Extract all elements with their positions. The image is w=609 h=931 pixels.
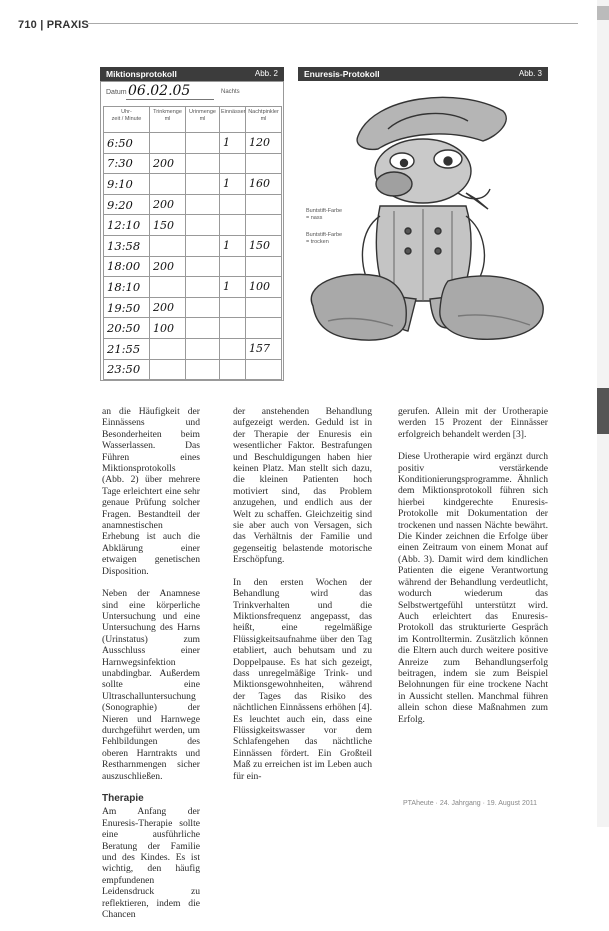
protocol-cell: 19:50 <box>104 297 150 318</box>
text-column-1 <box>102 406 200 931</box>
side-tab-marker-top <box>597 6 609 20</box>
figure1-titlebar <box>100 67 284 81</box>
protocol-cell: 6:50 <box>104 133 150 154</box>
paragraph: Am Anfang der Enuresis-Therapie sollte eine ausführliche Beratung der Familie und des Kindes. Es ist wichtig, den häufig empfundenen Leidensdruck zu reflektieren, indem die Chancen <box>102 806 200 921</box>
protocol-cell <box>150 174 186 195</box>
protocol-cell <box>220 194 246 215</box>
page-header <box>18 15 578 31</box>
protocol-cell <box>246 359 282 380</box>
figure1-number: Abb. 2 <box>254 69 278 78</box>
protocol-cell: 1 <box>220 277 246 298</box>
date-hint: Nachts <box>221 89 240 95</box>
col-header: Uhr- zeit / Minute <box>104 107 150 133</box>
protocol-cell: 160 <box>246 174 282 195</box>
protocol-cell: 150 <box>246 235 282 256</box>
date-label: Datum <box>106 89 127 96</box>
side-tab-marker <box>597 388 609 434</box>
figure2-title: Enuresis-Protokoll <box>304 69 380 79</box>
protocol-cell <box>186 359 220 380</box>
protocol-cell: 100 <box>246 277 282 298</box>
protocol-cell <box>220 318 246 339</box>
protocol-cell: 20:50 <box>104 318 150 339</box>
protocol-cell <box>220 338 246 359</box>
protocol-cell: 1 <box>220 174 246 195</box>
protocol-cell <box>186 318 220 339</box>
protocol-row <box>104 133 282 154</box>
protocol-cell <box>186 277 220 298</box>
protocol-cell <box>220 359 246 380</box>
paragraph: In den ersten Wochen der Behandlung wird das Trinkverhalten und die Miktionsfrequenz angepasst, das heißt, eine regelmäßige Flüssigkeitsaufnahme über den Tag etabliert, auch behutsam und zu Doppelpause. Es hat sich gezeigt, dass unregelmäßige Trink- und Miktionsgewohnheiten, während der Tages das Risiko des nächtlichen Einnässens erhöhen [4]. Es leuchtet auch ein, dass eine Flüssigkeitswasser vor dem Schlafengehen das nächtliche Einnässen fördert. Ein Großteil Maß zu erreichen ist im Leben auch für ein- <box>233 576 372 782</box>
protocol-row <box>104 338 282 359</box>
protocol-cell: 21:55 <box>104 338 150 359</box>
figure2-number: Abb. 3 <box>518 69 542 78</box>
protocol-cell <box>150 359 186 380</box>
protocol-row <box>104 215 282 236</box>
protocol-cell: 157 <box>246 338 282 359</box>
figure1-protocol-sheet <box>100 81 284 381</box>
protocol-cell: 18:00 <box>104 256 150 277</box>
protocol-cell <box>246 256 282 277</box>
protocol-row <box>104 318 282 339</box>
protocol-cell <box>186 215 220 236</box>
protocol-cell <box>246 194 282 215</box>
protocol-cell: 100 <box>150 318 186 339</box>
protocol-cell <box>220 153 246 174</box>
protocol-cell: 13:58 <box>104 235 150 256</box>
protocol-row <box>104 256 282 277</box>
legend-dry: Buntstift-Farbe = trocken <box>306 232 343 245</box>
protocol-cell: 120 <box>246 133 282 154</box>
protocol-header-row <box>104 107 282 133</box>
protocol-row <box>104 277 282 298</box>
left-boot-shape <box>311 274 406 340</box>
protocol-cell: 12:10 <box>104 215 150 236</box>
paragraph: Neben der Anamnese sind eine körperliche Untersuchung und eine Untersuchung des Harns (Urinstatus) zum Ausschluss einer Harnwegsinfektion unabdingbar. Außerdem sollte eine Ultraschalluntersuchung (Sonographie) der Nieren und Harnwege durchgeführt werden, um Fehlbildungen des oberen Harntrakts und Restharnmengen sicher auszuschließen. <box>102 588 200 782</box>
protocol-row <box>104 297 282 318</box>
page-footer: PTAheute · 24. Jahrgang · 19. August 2011 <box>403 800 537 807</box>
protocol-cell: 9:20 <box>104 194 150 215</box>
protocol-cell <box>150 133 186 154</box>
protocol-cell: 18:10 <box>104 277 150 298</box>
protocol-cell <box>150 235 186 256</box>
text-column-2 <box>233 406 372 793</box>
right-boot-shape <box>440 276 543 339</box>
protocol-cell: 9:10 <box>104 174 150 195</box>
text-column-3 <box>398 406 548 736</box>
protocol-row <box>104 153 282 174</box>
protocol-cell <box>186 297 220 318</box>
mascot-illustration <box>298 81 548 381</box>
paragraph: an die Häufigkeit der Einnässens und Besonderheiten beim Wasserlassen. Das Führen eines Miktionsprotokolls (Abb. 2) über mehrere Tage erleichtert eine sehr genaue Prüfung solcher Fragen. Bestandteil der anamnestischen Erhebung ist auch die Abklärung einer etwaigen genetischen Disposition. <box>102 406 200 577</box>
col-header: Urinmenge ml <box>186 107 220 133</box>
col-header: Einnässer <box>220 107 246 133</box>
protocol-cell: 200 <box>150 153 186 174</box>
col-header: Nachtpinkler ml <box>246 107 282 133</box>
figure2-enuresis-drawing <box>298 81 548 381</box>
protocol-cell: 1 <box>220 133 246 154</box>
protocol-cell <box>150 338 186 359</box>
protocol-cell <box>220 256 246 277</box>
legend-wet: Buntstift-Farbe = nass <box>306 208 343 221</box>
paragraph: gerufen. Allein mit der Urotherapie werden 15 Prozent der Einnässer erfolgreich behandelt werden [3]. <box>398 406 548 440</box>
protocol-cell <box>220 297 246 318</box>
protocol-cell <box>186 235 220 256</box>
protocol-row <box>104 235 282 256</box>
protocol-cell <box>150 277 186 298</box>
col-header: Trinkmenge ml <box>150 107 186 133</box>
figure2-titlebar <box>298 67 548 81</box>
protocol-cell: 23:50 <box>104 359 150 380</box>
date-line <box>126 99 214 100</box>
protocol-cell <box>186 338 220 359</box>
page-number: 710 | PRAXIS <box>18 19 89 31</box>
protocol-cell: 7:30 <box>104 153 150 174</box>
protocol-cell <box>246 318 282 339</box>
paragraph: Diese Urotherapie wird ergänzt durch positiv verstärkende Konditionierungsprogramme. Ähnlich dem Miktionsprotokoll führen sich hierbei kindgerechte Enuresis-Protokolle mit Dokumentation der trockenen und nassen Nächte bewährt. Die Kinder zeichnen die Erfolge über einen Zeitraum von einem Monat auf (Abb. 3). Damit wird dem kindlichen Patienten die eigene Verantwortung während der Behandlung verdeutlicht, wodurch wiederum das Selbstwertgefühl unterstützt wird. Auch erleichtert das Enuresis-Protokoll das strukturierte Gespräch im Kontrolltermin. Zusätzlich können die Eltern auch durch weitere positive Anreize zum Behandlungserfolg beitragen, indem sie zum Beispiel Belohnungen für eine trockene Nacht in Aussicht stellen. Manchmal führen allein schon diese Maßnahmen zum Erfolg. <box>398 451 548 725</box>
protocol-row <box>104 174 282 195</box>
protocol-cell <box>186 256 220 277</box>
protocol-cell <box>186 153 220 174</box>
protocol-cell <box>186 194 220 215</box>
protocol-cell: 200 <box>150 297 186 318</box>
protocol-row <box>104 359 282 380</box>
protocol-cell: 1 <box>220 235 246 256</box>
paragraph: der anstehenden Behandlung aufgezeigt werden. Geduld ist in der Therapie der Enuresis ein wesentlicher Faktor. Bestrafungen und Beschuldigungen haben hier keinen Platz. Man stellt sich dazu, die kleinen Patienten hoch motiviert sind, das Problem anzugehen, und endlich aus der Welt zu schaffen. Gleichzeitig sind sie aber auch von Versagen, sich das Verhältnis der Familie und gegenseitig belastende motorische Erschöpfung. <box>233 406 372 566</box>
protocol-cell <box>246 153 282 174</box>
protocol-cell: 150 <box>150 215 186 236</box>
header-rule <box>88 23 578 24</box>
protocol-cell <box>186 133 220 154</box>
figure1-title: Miktionsprotokoll <box>106 69 177 79</box>
protocol-cell: 200 <box>150 256 186 277</box>
protocol-cell <box>246 297 282 318</box>
protocol-cell <box>246 215 282 236</box>
protocol-cell: 200 <box>150 194 186 215</box>
protocol-table <box>103 106 282 380</box>
protocol-row <box>104 194 282 215</box>
section-heading: Therapie <box>102 793 144 804</box>
protocol-cell <box>186 174 220 195</box>
date-value: 06.02.05 <box>128 83 191 99</box>
protocol-cell <box>220 215 246 236</box>
nose-shape <box>376 172 412 196</box>
